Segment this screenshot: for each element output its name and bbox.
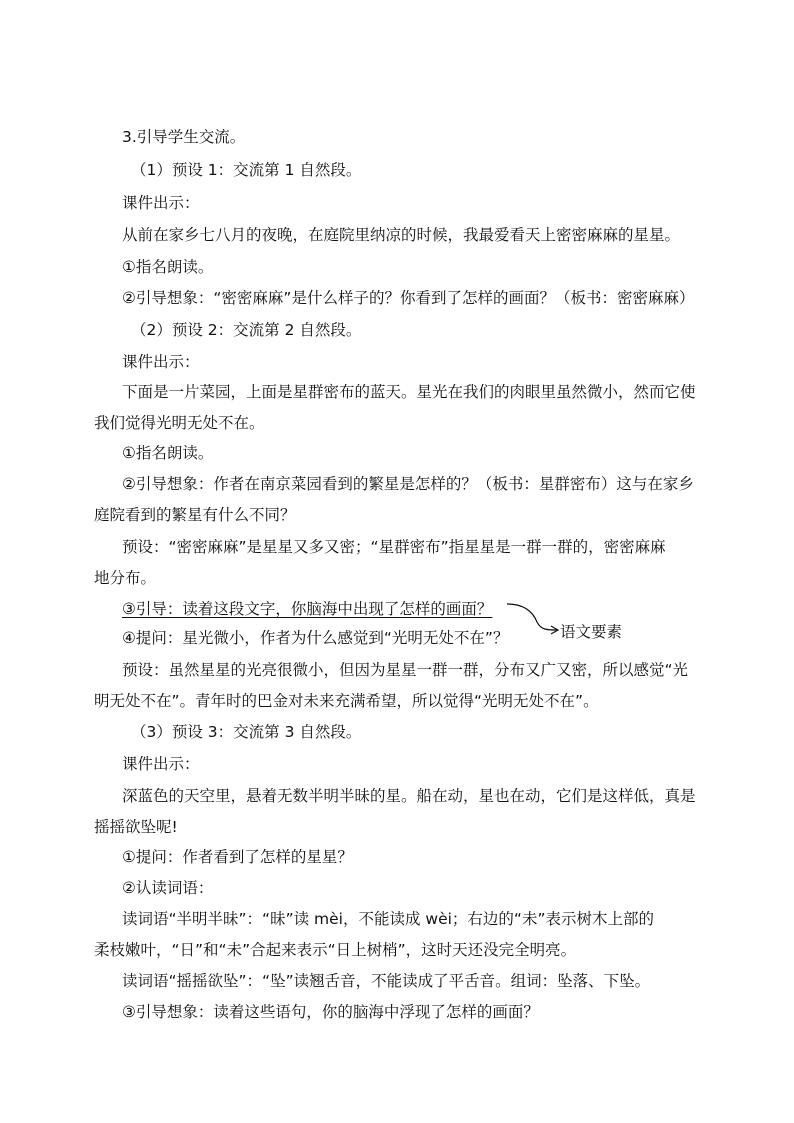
instruction-question: ④提问：星光微小，作者为什么感觉到“光明无处不在”？ <box>122 629 509 647</box>
quote-paragraph-2: 下面是一片菜园，上面是星群密布的蓝天。星光在我们的肉眼里虽然微小，然而它使 <box>122 383 696 401</box>
instruction-imagine: ②引导想象：“密密麻麻”是什么样子的？你看到了怎样的画面？（板书：密密麻麻） <box>122 289 695 307</box>
quote-paragraph-3-cont: 摇摇欲坠呢! <box>94 818 178 836</box>
instruction-read: ①指名朗读。 <box>122 444 214 462</box>
instruction-guide-underlined: ③引导：读着这段文字，你脑海中出现了怎样的画面？ <box>122 600 493 618</box>
instruction-read: ①指名朗读。 <box>122 258 214 276</box>
preset-answer-cont: 地分布。 <box>94 569 157 587</box>
quote-paragraph-1: 从前在家乡七八月的夜晚，在庭院里纳凉的时候，我最爱看天上密密麻麻的星星。 <box>122 226 681 244</box>
annotation-label: 语文要素 <box>560 623 623 641</box>
instruction-imagine-cont: 庭院看到的繁星有什么不同？ <box>94 506 296 524</box>
instruction-imagine: ③引导想象：读着这些语句，你的脑海中浮现了怎样的画面？ <box>122 1003 539 1021</box>
preset-3-heading: （3）预设 3：交流第 3 自然段。 <box>131 723 362 741</box>
instruction-words: ②认读词语： <box>122 879 214 897</box>
instruction-question: ①提问：作者看到了怎样的星星？ <box>122 848 353 866</box>
courseware-label: 课件出示： <box>122 353 200 371</box>
preset-answer-cont: 明无处不在”。青年时的巴金对未来充满希望，所以觉得“光明无处不在”。 <box>94 692 599 710</box>
annotation-arrow-icon <box>505 596 565 646</box>
step-heading: 3.引导学生交流。 <box>122 128 246 146</box>
word-explanation-1-cont: 柔枝嫩叶，“日”和“未”合起来表示“日上树梢”，这时天还没完全明亮。 <box>94 941 577 959</box>
quote-paragraph-3: 深蓝色的天空里，悬着无数半明半昧的星。船在动，星也在动，它们是这样低，真是 <box>122 787 696 805</box>
preset-answer: 预设：“密密麻麻”是星星又多又密；“星群密布”指星星是一群一群的，密密麻麻 <box>122 538 666 556</box>
preset-1-heading: （1）预设 1：交流第 1 自然段。 <box>131 161 362 179</box>
word-explanation-2: 读词语“摇摇欲坠”：“坠”读翘舌音，不能读成了平舌音。组词：坠落、下坠。 <box>122 972 651 990</box>
quote-paragraph-2-cont: 我们觉得光明无处不在。 <box>94 414 265 432</box>
courseware-label: 课件出示： <box>122 755 200 773</box>
preset-2-heading: （2）预设 2：交流第 2 自然段。 <box>131 321 362 339</box>
preset-answer: 预设：虽然星星的光亮很微小，但因为星星一群一群，分布又广又密，所以感觉“光 <box>122 661 689 679</box>
instruction-imagine: ②引导想象：作者在南京菜园看到的繁星是怎样的？（板书：星群密布）这与在家乡 <box>122 475 694 493</box>
courseware-label: 课件出示： <box>122 194 200 212</box>
word-explanation-1: 读词语“半明半昧”：“昧”读 mèi，不能读成 wèi；右边的“未”表示树木上部的 <box>122 910 654 928</box>
